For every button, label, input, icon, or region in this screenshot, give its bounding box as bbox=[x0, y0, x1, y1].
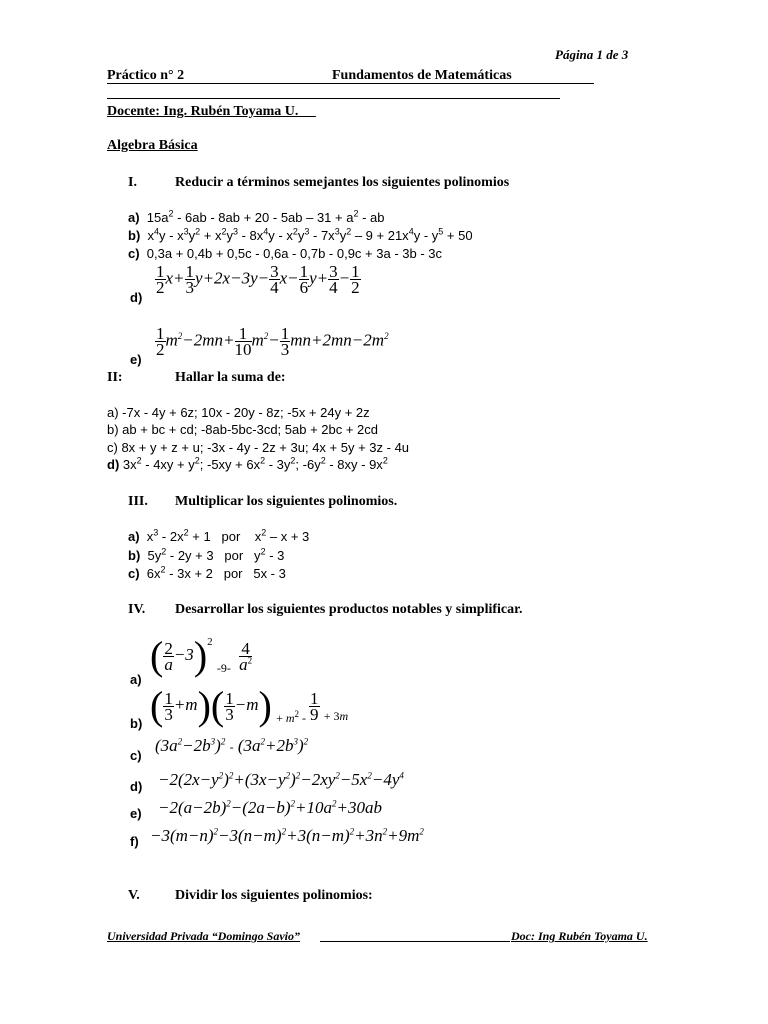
section-4-number: IV. bbox=[128, 602, 146, 617]
section-5-number: V. bbox=[128, 888, 140, 903]
section-1-number: I. bbox=[128, 175, 137, 190]
section-2-number: II: bbox=[107, 370, 123, 385]
s4-item-a-label: a) bbox=[130, 672, 142, 687]
s1-item-b: b) $x^4y - x^3y^2 + x^2y^3 - 8x^4y - x^2y^3 - 7x^3y^2 - 9 + 21x^4y - y^5 + 50$ bbox=[128, 226, 473, 243]
header-rule bbox=[107, 83, 594, 84]
s4-item-d-label: d) bbox=[130, 779, 143, 794]
header-rule-2 bbox=[107, 98, 560, 99]
s3-item-a: a) $x^3 - 2x^2 + 1$ por $x^2 - x + 3$ bbox=[128, 527, 310, 544]
s4-item-a-expression: ( $\frac{2}{a}$ −3)$^2$ $_{-9-}$ $\frac{4}{a^2}$ bbox=[150, 633, 253, 678]
section-4-title: Desarrollar los siguientes productos notables y simplificar. bbox=[175, 602, 523, 617]
practice-number: Práctico n° 2 bbox=[107, 68, 185, 83]
s4-item-e-label: e) bbox=[130, 806, 142, 821]
footer-teacher: Doc: Ing Rubén Toyama U. bbox=[511, 929, 648, 943]
s4-item-f-label: f) bbox=[130, 834, 139, 849]
s4-item-c-label: c) bbox=[130, 748, 142, 763]
s1-item-d-expression: $\frac{1}{2}$ x+ $\frac{1}{3}$ y+2x−3y− $\frac{3}{4}$ x− $\frac{1}{6}$ y+ $\frac{3}{4}$ − $\frac{1}{2}$ bbox=[156, 262, 360, 297]
section-2-title: Hallar la suma de: bbox=[175, 370, 286, 385]
s2-item-c: c) 8x + y + z + u; -3x - 4y - 2z + 3u; 4x + 5y + 3z - 4u bbox=[107, 440, 410, 455]
footer-university: Universidad Privada “Domingo Savio” bbox=[107, 929, 301, 943]
s1-item-c: c) 0,3a + 0,4b + 0,5c - 0,6a - 0,7b - 0,9c + 3a - 3b - 3c bbox=[128, 246, 442, 261]
s4-item-f-expression: $-3(m-n)^2-3(n-m)^2+3(n-m)^2+3n^2+9m^2$ bbox=[150, 826, 424, 845]
s4-item-e-expression: $-2(a-2b)^2-(2a-b)^2+10a^2+30ab$ bbox=[158, 798, 382, 817]
s4-item-d-expression: $-2(2x-y^2)^2+(3x-y^2)^2-2xy^2-5x^2-4y^4$ bbox=[158, 770, 404, 789]
s3-item-b: b) $5y^2 - 2y + 3$ por $y^2 - 3$ bbox=[128, 546, 285, 563]
s2-item-b: b) ab + bc + cd; -8ab-5bc-3cd; 5ab + 2bc + 2cd bbox=[107, 422, 379, 437]
section-3-title: Multiplicar los siguientes polinomios. bbox=[175, 494, 398, 509]
s1-item-e-expression: $\frac{1}{2}$ $m^2-2mn+$ $\frac{1}{10}$ $m^2-$ $\frac{1}{3}$ $mn+2mn-2m^2$ bbox=[156, 324, 389, 359]
footer-rule bbox=[320, 941, 510, 942]
subject-title: Fundamentos de Matemáticas bbox=[332, 68, 512, 83]
s1-item-d-label: d) bbox=[130, 290, 143, 305]
s4-item-b-label: b) bbox=[130, 716, 143, 731]
s3-item-c: c) $6x^2 - 3x + 2$ por 5x - 3 bbox=[128, 564, 286, 581]
s4-item-b-expression: ( $\frac{1}{3}$ +m)( $\frac{1}{3}$ −m) $_{+ m^2 -}$ $\frac{1}{9}$ $_{+ 3m}$ bbox=[150, 683, 349, 728]
s2-item-a: a) -7x - 4y + 6z; 10x - 20y - 8z; -5x + 24y + 2z bbox=[107, 405, 370, 420]
teacher-line: Docente: Ing. Rubén Toyama U. bbox=[107, 104, 299, 119]
section-1-title: Reducir a términos semejantes los siguientes polinomios bbox=[175, 175, 510, 190]
s4-item-c-expression: $(3a^2-2b^3)^2 - (3a^2+2b^3)^2$ bbox=[155, 736, 309, 755]
s2-item-d: d) $3x^2 - 4xy + y^2$; $-5xy + 6x^2 - 3y^2$; $-6y^2 - 8xy - 9x^2$ bbox=[107, 455, 388, 472]
topic-title: Algebra Básica bbox=[107, 138, 198, 153]
page-number: Página 1 de 3 bbox=[555, 47, 629, 62]
s1-item-a: a) $15a^2 - 6ab - 8ab + 20 - 5ab - 31 + a^2$ - ab bbox=[128, 208, 385, 225]
section-5-title: Dividir los siguientes polinomios: bbox=[175, 888, 373, 903]
s1-item-e-label: e) bbox=[130, 352, 142, 367]
section-3-number: III. bbox=[128, 494, 148, 509]
